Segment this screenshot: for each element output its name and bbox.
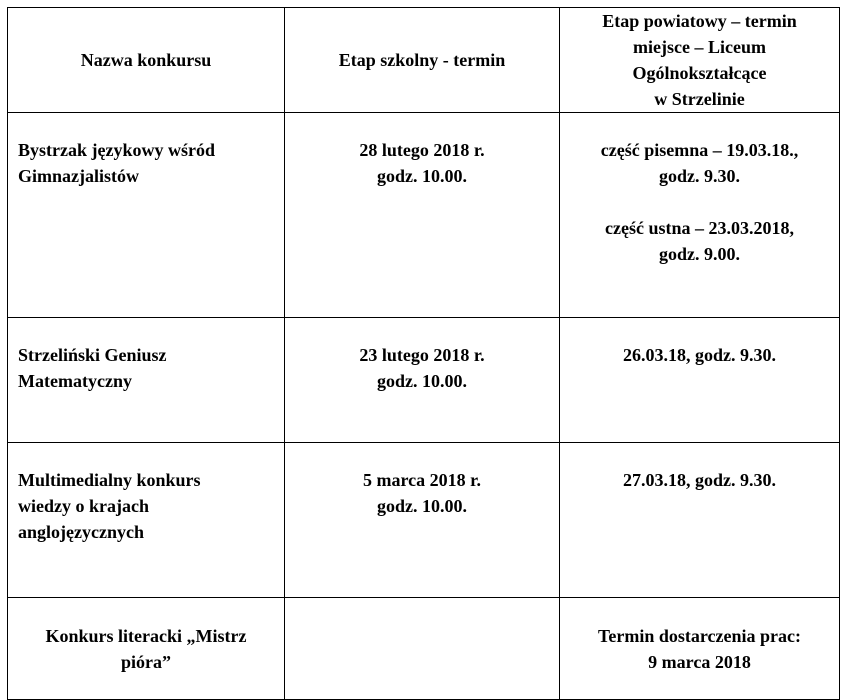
table-row: [8, 598, 840, 700]
contest-schedule-table: [7, 7, 840, 700]
county-stage-cell: [560, 113, 840, 318]
school-stage-text: godz. 10.00.: [377, 496, 467, 516]
contest-name-cell: [8, 598, 285, 700]
header-row: [8, 8, 840, 113]
header-contest-name: [8, 8, 285, 113]
school-stage-text: 23 lutego 2018 r.: [359, 345, 485, 365]
contest-name-text: Matematyczny: [18, 371, 132, 391]
school-stage-cell: [285, 443, 560, 598]
contest-name-cell: [8, 113, 285, 318]
school-stage-cell: [285, 318, 560, 443]
header-text: Ogólnokształcące: [632, 63, 767, 83]
contest-name-text: Gimnazjalistów: [18, 166, 139, 186]
county-stage-cell: [560, 443, 840, 598]
table-row: [8, 113, 840, 318]
contest-name-cell: [8, 443, 285, 598]
table-row: [8, 318, 840, 443]
contest-name-text: anglojęzycznych: [18, 522, 144, 542]
contest-name-text: wiedzy o krajach: [18, 496, 149, 516]
county-stage-cell: [560, 598, 840, 700]
county-stage-text: 26.03.18, godz. 9.30.: [623, 345, 776, 365]
header-county-stage: [560, 8, 840, 113]
county-stage-text: godz. 9.00.: [659, 244, 740, 264]
county-stage-text: część ustna – 23.03.2018,: [605, 218, 794, 238]
header-text: Etap szkolny - termin: [338, 50, 506, 70]
school-stage-cell: [285, 113, 560, 318]
county-stage-text: 27.03.18, godz. 9.30.: [623, 470, 776, 490]
contest-name-text: Konkurs literacki „Mistrz: [45, 625, 247, 646]
school-stage-text: 28 lutego 2018 r.: [359, 140, 485, 160]
header-text: w Strzelinie: [654, 89, 745, 109]
header-text: Nazwa konkursu: [80, 50, 212, 70]
contest-name-text: Multimedialny konkurs: [18, 470, 201, 490]
county-stage-text: część pisemna – 19.03.18.,: [600, 140, 799, 160]
contest-name-text: pióra”: [120, 651, 171, 672]
contest-name-text: Bystrzak językowy wśród: [18, 140, 215, 160]
school-stage-cell-empty: [285, 598, 560, 700]
county-stage-text: Termin dostarczenia prac:: [598, 625, 801, 646]
county-stage-text: godz. 9.30.: [659, 166, 740, 186]
header-text: Etap powiatowy – termin: [602, 11, 797, 31]
contest-name-text: Strzeliński Geniusz: [18, 345, 167, 365]
county-stage-text: 9 marca 2018: [648, 651, 751, 672]
table-row: [8, 443, 840, 598]
header-school-stage: [285, 8, 560, 113]
school-stage-text: godz. 10.00.: [377, 371, 467, 391]
paragraph-gap: [568, 189, 831, 215]
school-stage-text: 5 marca 2018 r.: [363, 470, 481, 490]
school-stage-text: godz. 10.00.: [377, 166, 467, 186]
contest-name-cell: [8, 318, 285, 443]
county-stage-cell: [560, 318, 840, 443]
header-text: miejsce – Liceum: [633, 37, 766, 57]
